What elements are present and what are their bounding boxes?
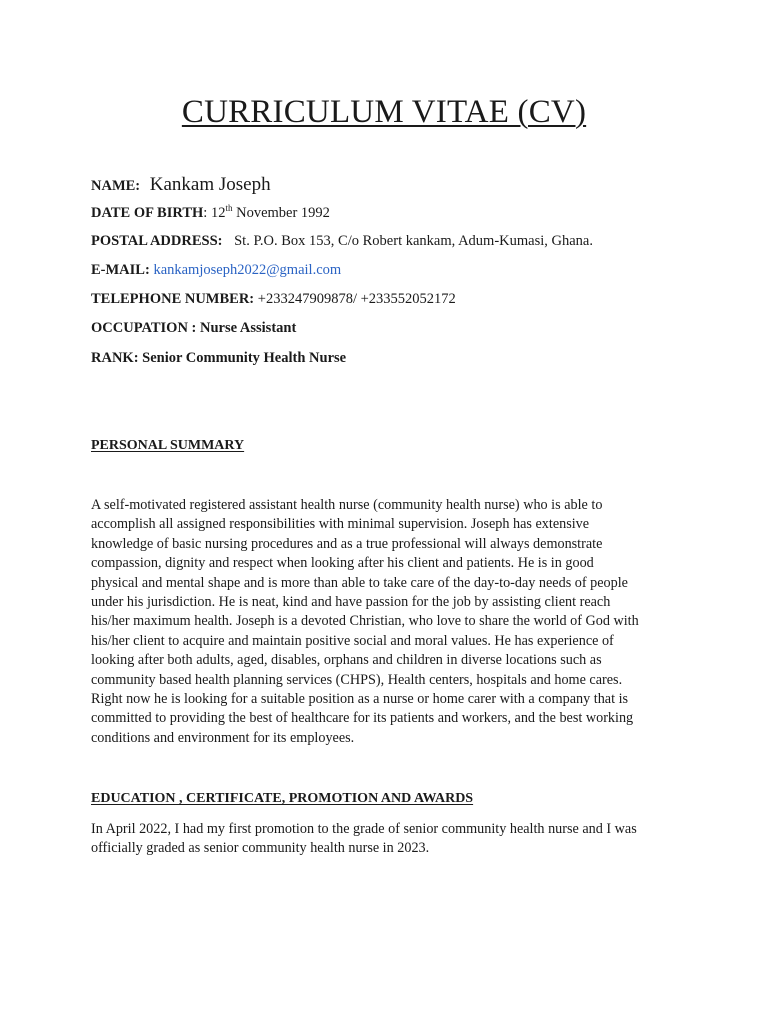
summary-line: Right now he is looking for a suitable position as a nurse or home carer with a company that is	[91, 691, 629, 708]
personal-summary-paragraph	[91, 496, 679, 748]
email-field	[91, 262, 341, 279]
education-line: In April 2022, I had my first promotion to the grade of senior community health nurse and I was	[91, 821, 637, 837]
page-title: CURRICULUM VITAE (CV)	[181, 94, 587, 130]
summary-line: looking after both adults, aged, disables, orphans and children in diverse locations such as	[91, 652, 602, 669]
dob-field	[91, 205, 330, 222]
name-value: Kankam Joseph	[149, 174, 271, 195]
summary-line: conditions and environment for its employees.	[91, 729, 355, 746]
education-heading: EDUCATION , CERTIFICATE, PROMOTION AND AWARDS	[91, 791, 474, 806]
telephone-value: +233247909878/ +233552052172	[257, 291, 456, 307]
postal-address-value: St. P.O. Box 153, C/o Robert kankam, Adum-Kumasi, Ghana.	[234, 233, 593, 249]
dob-day-suffix: th	[225, 203, 233, 214]
summary-line: his/her maximum health. Joseph is a devoted Christian, who love to share the world of God with	[91, 613, 639, 630]
summary-line: community based health planning services (CHPS), Health centers, hospitals and home cares.	[91, 671, 623, 688]
email-link[interactable]: kankamjoseph2022@gmail.com	[153, 262, 342, 278]
email-label: E-MAIL:	[91, 262, 150, 278]
rank-field: RANK: Senior Community Health Nurse	[91, 350, 347, 366]
summary-line: physical and mental shape and is more than able to take care of the day-to-day needs of people	[91, 574, 628, 591]
postal-address-label: POSTAL ADDRESS:	[91, 233, 223, 249]
education-paragraph	[91, 820, 679, 859]
dob-rest: November 1992	[232, 205, 330, 221]
summary-line: committed to providing the best of healthcare for its patients and workers, and the best working	[91, 710, 634, 727]
summary-line: A self-motivated registered assistant health nurse (community health nurse) who is able to	[91, 497, 603, 513]
summary-line: compassion, dignity and respect when looking after his client and patients. He is in good	[91, 555, 594, 572]
telephone-label: TELEPHONE NUMBER:	[91, 291, 255, 307]
summary-line: his/her client to acquire and maintain positive social and moral values. He has experience of	[91, 632, 614, 649]
summary-line: accomplish all assigned responsibilities with minimal supervision. Joseph has extensive	[91, 516, 590, 533]
summary-line: under his jurisdiction. He is neat, kind and have passion for the job by assisting client reach	[91, 594, 611, 611]
education-line: officially graded as senior community health nurse in 2023.	[91, 840, 430, 857]
summary-line: knowledge of basic nursing procedures and as a true professional will always demonstrate	[91, 535, 603, 552]
personal-summary-heading: PERSONAL SUMMARY	[91, 438, 245, 453]
telephone-field	[91, 291, 456, 308]
name-label: NAME:	[91, 178, 141, 194]
name-field	[91, 174, 271, 196]
dob-label: DATE OF BIRTH	[91, 205, 204, 221]
dob-day: : 12	[203, 205, 226, 221]
postal-address-field	[91, 233, 593, 250]
occupation-field: OCCUPATION : Nurse Assistant	[91, 320, 297, 336]
